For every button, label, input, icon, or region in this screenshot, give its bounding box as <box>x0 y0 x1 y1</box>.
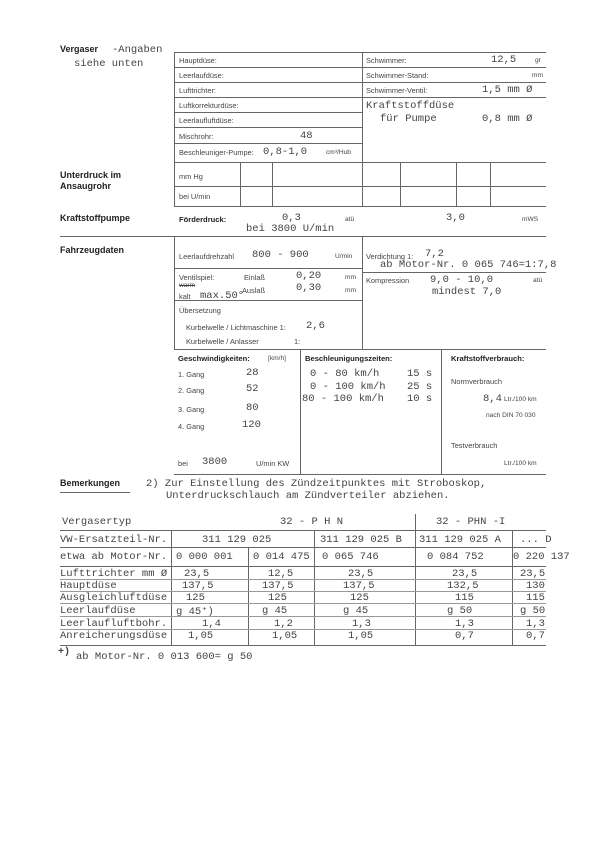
cell: g 45 <box>262 605 288 617</box>
gear-label: 1. Gang <box>178 370 205 379</box>
vergaser-title: Vergaser <box>60 44 99 54</box>
kraftstoffduese-label-2: für Pumpe <box>380 113 437 125</box>
kompression-min: mindest 7,0 <box>432 286 502 298</box>
unterdruck-bei-umin: bei U/min <box>179 192 211 201</box>
cell: 137,5 <box>182 580 214 592</box>
normverbrauch-value: 8,4 <box>483 393 502 405</box>
ersatzteil-value: 311 129 025 B <box>320 534 402 546</box>
mischrohr-value: 48 <box>300 130 313 142</box>
unterdruck-mmhg: mm Hg <box>179 172 203 181</box>
auslass-unit: mm <box>345 287 356 294</box>
auslass-value: 0,30 <box>296 282 322 294</box>
gear-label: 2. Gang <box>178 386 205 395</box>
verdichtung-value: 7,2 <box>425 248 444 260</box>
vergasertyp-b: 32 - PHN -I <box>436 516 506 528</box>
gear-value: 80 <box>246 402 259 414</box>
unterdruck-title-2: Ansaugrohr <box>60 181 112 191</box>
kurbel-licht-value: 2,6 <box>306 320 325 332</box>
schwimmer-stand-unit: mm <box>532 72 543 79</box>
beschleunigung-time: 25 s <box>407 381 433 393</box>
cell: 23,5 <box>348 568 374 580</box>
schwimmer-value: 12,5 <box>491 54 517 66</box>
schwimmer-label: Schwimmer: <box>366 56 407 65</box>
beschleunigung-time: 15 s <box>407 368 433 380</box>
gear-label: 4. Gang <box>178 422 205 431</box>
kurbel-licht-label: Kurbelwelle / Lichtmaschine 1: <box>186 323 286 332</box>
hauptduese-label: Hauptdüse: <box>179 56 217 65</box>
cell: 137,5 <box>262 580 294 592</box>
cell: 130 <box>526 580 545 592</box>
kurbel-anlasser-ratio: 1: <box>294 337 301 346</box>
cell: 0,7 <box>455 630 474 642</box>
schwimmer-unit: gr <box>535 57 541 64</box>
motor-value: 0 000 001 <box>176 551 233 563</box>
row-label: Ausgleichluftdüse <box>60 592 168 604</box>
cell: 115 <box>455 592 474 604</box>
fahrzeugdaten-title: Fahrzeugdaten <box>60 245 125 255</box>
beschleuniger-value: 0,8-1,0 <box>263 146 308 158</box>
verdichtung-label: Verdichtung 1: <box>366 252 414 261</box>
motor-value: 0 084 752 <box>427 551 484 563</box>
cell: 1,3 <box>455 618 474 630</box>
motor-value: 0 065 746 <box>322 551 379 563</box>
beschleunigung-range: 80 - 100 km/h <box>302 393 384 405</box>
kalt-max-value: max.50° <box>200 290 245 302</box>
bemerkungen-title: Bemerkungen <box>60 478 121 488</box>
geschwindigkeiten-unit: [km/h] <box>268 355 286 362</box>
gear-value: 28 <box>246 367 259 379</box>
cell: 1,2 <box>274 618 293 630</box>
pumpe-unit-2: mWS <box>522 216 539 223</box>
kompression-value: 9,0 - 10,0 <box>430 274 494 286</box>
cell: 1,4 <box>202 618 221 630</box>
normverbrauch-unit: Ltr./100 km <box>504 396 537 403</box>
beschleunigung-title: Beschleunigungszeiten: <box>305 354 393 363</box>
kraftstoffduese-label: Kraftstoffdüse <box>366 100 455 112</box>
beschleunigung-range: 0 - 100 km/h <box>310 381 386 393</box>
leerlaufduese-label: Leerlaufdüse: <box>179 71 224 80</box>
motor-value: 0 220 137 <box>513 551 570 563</box>
lufttrichter-label: Lufttrichter: <box>179 86 216 95</box>
motor-value: 0 014 475 <box>253 551 310 563</box>
nach-din-label: nach DIN 70 030 <box>486 412 536 419</box>
cell: 1,05 <box>188 630 214 642</box>
cell: 125 <box>350 592 369 604</box>
bemerkung-line-1: 2) Zur Einstellung des Zündzeitpunktes mit Stroboskop, <box>146 478 487 490</box>
ersatzteil-label: VW-Ersatzteil-Nr. <box>60 534 168 546</box>
auslass-label: Auslaß <box>242 286 266 295</box>
luftkorrekturduese-label: Luftkorrekturdüse: <box>179 101 239 110</box>
testverbrauch-unit: Ltr./100 km <box>504 460 537 467</box>
row-label: Leerlaufluftbohr. <box>60 618 168 630</box>
warm-label: warm <box>179 282 196 289</box>
beschleunigung-range: 0 - 80 km/h <box>310 368 380 380</box>
beschleuniger-label: Beschleuniger-Pumpe: <box>179 148 254 157</box>
schwimmer-ventil-value: 1,5 mm Ø <box>482 84 533 96</box>
kraftstoffduese-value: 0,8 mm Ø <box>482 113 533 125</box>
foerderdruck-unit: atü <box>345 216 355 223</box>
leerlaufdrehzahl-value: 800 - 900 <box>252 249 309 261</box>
cell: 115 <box>526 592 545 604</box>
row-label: Hauptdüse <box>60 580 117 592</box>
ventilspiel-label: Ventilspiel: <box>179 273 215 282</box>
cell: 1,3 <box>352 618 371 630</box>
kurbel-anlasser-label: Kurbelwelle / Anlasser <box>186 337 259 346</box>
unterdruck-title: Unterdruck im <box>60 170 122 180</box>
leerlaufdrehzahl-unit: U/min <box>335 253 353 260</box>
vergaser-note-2: siehe unten <box>74 58 144 70</box>
cell: 0,7 <box>526 630 545 642</box>
footnote-text: ab Motor-Nr. 0 013 600= g 50 <box>76 651 253 663</box>
row-label: Leerlaufdüse <box>60 605 136 617</box>
gear-bei-label: bei <box>178 459 188 468</box>
motor-label: etwa ab Motor-Nr. <box>60 551 168 563</box>
vergaser-note: -Angaben <box>112 44 163 56</box>
gear-bei-unit: U/min KW <box>256 459 290 468</box>
cell: 23,5 <box>184 568 210 580</box>
einlass-label: Einlaß <box>244 273 265 282</box>
kompression-label: Kompression <box>366 276 410 285</box>
schwimmer-stand-label: Schwimmer-Stand: <box>366 71 429 80</box>
gear-bei-value: 3800 <box>202 456 228 468</box>
cell: g 45 <box>343 605 369 617</box>
normverbrauch-label: Normverbrauch <box>451 377 502 386</box>
cell: 137,5 <box>343 580 375 592</box>
cell: 1,05 <box>348 630 374 642</box>
vergasertyp-a: 32 - P H N <box>280 516 344 528</box>
gear-label: 3. Gang <box>178 405 205 414</box>
foerderdruck-value: 0,3 <box>282 212 301 224</box>
footnote-mark: +) <box>58 647 71 658</box>
ersatzteil-value: 311 129 025 <box>202 534 272 546</box>
einlass-value: 0,20 <box>296 270 322 282</box>
cell: 125 <box>268 592 287 604</box>
kompression-unit: atü <box>533 277 543 284</box>
cell: g 50 <box>447 605 473 617</box>
uebersetzung-label: Übersetzung <box>179 306 221 315</box>
vergasertyp-label: Vergasertyp <box>62 516 132 528</box>
pumpe-value-2: 3,0 <box>446 212 465 224</box>
foerderdruck-bei: bei 3800 U/min <box>246 223 335 235</box>
cell: g 45⁺) <box>176 606 214 618</box>
cell: 1,3 <box>526 618 545 630</box>
cell: 23,5 <box>452 568 478 580</box>
einlass-unit: mm <box>345 274 356 281</box>
row-label: Anreicherungsdüse <box>60 630 168 642</box>
verdichtung-extra: ab Motor-Nr. 0 065 746=1:7,8 <box>380 259 557 271</box>
leerlaufdrehzahl-label: Leerlaufdrehzahl <box>179 252 235 261</box>
ersatzteil-value: ... D <box>520 534 552 546</box>
geschwindigkeiten-title: Geschwindigkeiten: <box>178 354 250 363</box>
schwimmer-ventil-label: Schwimmer-Ventil: <box>366 86 428 95</box>
mischrohr-label: Mischrohr: <box>179 132 214 141</box>
kraftstoffpumpe-title: Kraftstoffpumpe <box>60 213 130 223</box>
cell: 12,5 <box>268 568 294 580</box>
foerderdruck-label: Förderdruck: <box>179 215 227 224</box>
cell: 132,5 <box>447 580 479 592</box>
verbrauch-title: Kraftstoffverbrauch: <box>451 354 525 363</box>
testverbrauch-label: Testverbrauch <box>451 441 498 450</box>
leerlaufluftduese-label: Leerlaufluftdüse: <box>179 116 234 125</box>
bemerkung-line-2: Unterdruckschlauch am Zündverteiler abziehen. <box>166 490 450 502</box>
gear-value: 52 <box>246 383 259 395</box>
kalt-label: kalt <box>179 292 191 301</box>
beschleunigung-time: 10 s <box>407 393 433 405</box>
ersatzteil-value: 311 129 025 A <box>419 534 501 546</box>
cell: 1,05 <box>272 630 298 642</box>
beschleuniger-unit: cm³/Hub <box>326 149 351 156</box>
row-label: Lufttrichter mm Ø <box>60 568 168 580</box>
cell: 23,5 <box>520 568 546 580</box>
cell: g 50 <box>520 605 546 617</box>
cell: 125 <box>186 592 205 604</box>
gear-value: 120 <box>242 419 261 431</box>
